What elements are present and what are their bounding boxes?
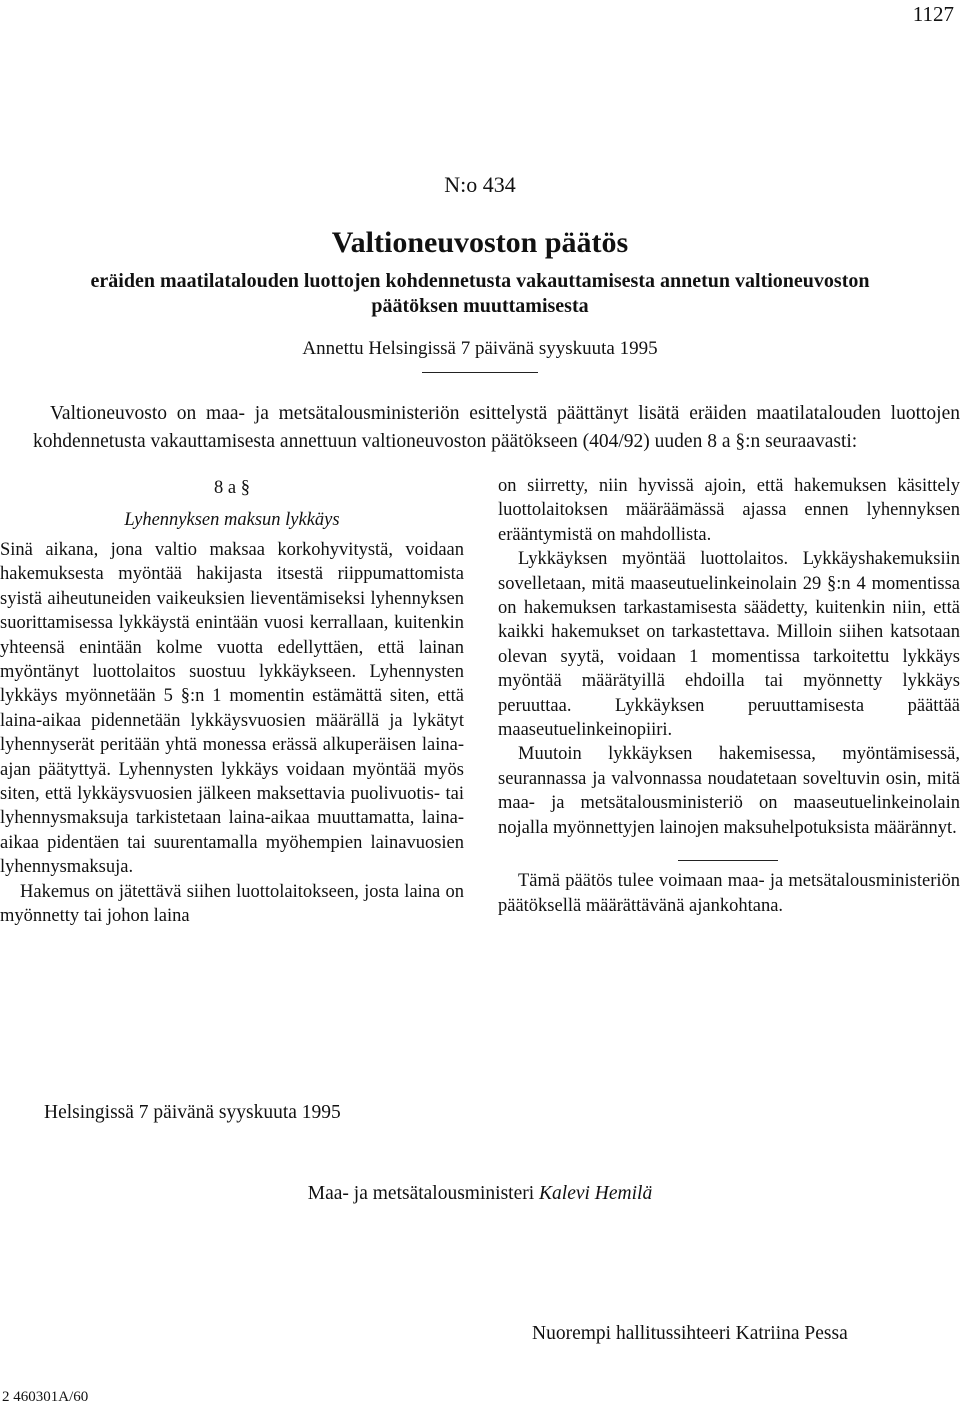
- left-paragraph-2: Hakemus on jätettävä siihen luottolaitokseen, josta laina on myönnetty tai johon laina: [0, 881, 464, 927]
- minister-title: Maa- ja metsätalousministeri: [307, 1183, 535, 1204]
- minister-name: Kalevi Hemilä: [539, 1183, 653, 1204]
- official-signature: Nuorempi hallitussihteeri Katriina Pessa: [532, 1323, 848, 1344]
- left-column: [0, 474, 464, 929]
- left-paragraph-1: Sinä aikana, jona valtio maksaa korkohyvitystä, voidaan hakemuksesta myöntää hakijasta itsestä riippumattomista syistä aiheutuneiden vaikeuksien lieventämiseksi lyhennyksen suorittamisessa lykkäystä enintään vuosi kerrallaan, kuitenkin yhteensä enintään kolme vuotta edellyttäen, että lainan myöntänyt luottolaitos suostuu lykkäykseen. Lyhennysten lykkäys myönnetään 5 §:n 1 momentin estämättä siten, että laina-aikaa pidennetään lykkäysvuosien määrällä ja lykätyt lyhennyserät peritään yhtä monessa erässä alkuperäisen laina-ajan päätyttyä. Lyhennysten lykkäys voidaan myöntää myös siten, että lykkäysvuosien jälkeen maksettavia puolivuotis- tai lyhennysmaksuja tarkistetaan laina-aikaa muuttamatta, laina-aikaa pidentäen tai suurentamalla myöhempien lainavuosien lyhennysmaksuja.: [0, 540, 464, 878]
- right-paragraph-2: Lykkäyksen myöntää luottolaitos. Lykkäyshakemuksiin sovelletaan, mitä maaseutuelinkeinolain 29 §:n 4 momentissa on hakemuksen tarkastamisesta säädetty, kuitenkin niin, että kaikki hakemukset on tarkastettava. Milloin siihen katsotaan olevan syytä, voidaan 1 momentissa tarkoitettu lykkäys myöntää määrätyillä ehdoilla tai myönnetty lykkäys peruuttaa. Lykkäyksen peruuttamisesta päättää maaseutuelinkeinopiiri.: [498, 549, 960, 741]
- section-divider: [678, 860, 778, 861]
- title-divider: [422, 372, 538, 373]
- print-code: 2 460301A/60: [2, 1389, 89, 1405]
- section-heading: Lyhennyksen maksun lykkäys: [124, 510, 340, 530]
- intro-text: Valtioneuvosto on maa- ja metsätalousministeriön esittelystä päättänyt lisätä eräiden maatilatalouden luottojen kohdennetusta vakauttamisesta annettuun valtioneuvoston päätökseen (404/92) uuden 8 a §:n seuraavasti:: [33, 403, 960, 452]
- document-title: Valtioneuvoston päätös: [331, 226, 629, 259]
- entry-into-force: Tämä päätös tulee voimaan maa- ja metsätalousministeriön päätöksellä määrättävänä ajankohtana.: [498, 871, 960, 916]
- right-paragraph-3: Muutoin lykkäyksen hakemisessa, myöntämisessä, seurannassa ja valvonnassa noudatetaan soveltuvin osin, mitä maa- ja metsätalousministeriö on maaseutuelinkeinolain nojalla myönnettyjen lainojen maksuhelpotuksista määrännyt.: [498, 744, 960, 838]
- right-paragraph-1: on siirretty, niin hyvissä ajoin, että hakemuksen käsittely luottolaitoksen määräämässä ajassa ennen lyhennyksen erääntymistä on mahdollista.: [498, 476, 960, 545]
- right-column: [498, 474, 960, 918]
- statute-number: N:o 434: [444, 172, 516, 197]
- document-subtitle: eräiden maatilatalouden luottojen kohdennetusta vakauttamisesta annetun valtioneuvoston päätöksen muuttamisesta: [90, 270, 870, 317]
- place-and-date: Helsingissä 7 päivänä syyskuuta 1995: [44, 1102, 341, 1123]
- page-number: 1127: [912, 2, 954, 26]
- given-date: Annettu Helsingissä 7 päivänä syyskuuta 1995: [302, 338, 658, 359]
- minister-signature: [0, 1183, 960, 1205]
- intro-paragraph: [33, 400, 960, 456]
- section-number: 8 a §: [214, 478, 250, 498]
